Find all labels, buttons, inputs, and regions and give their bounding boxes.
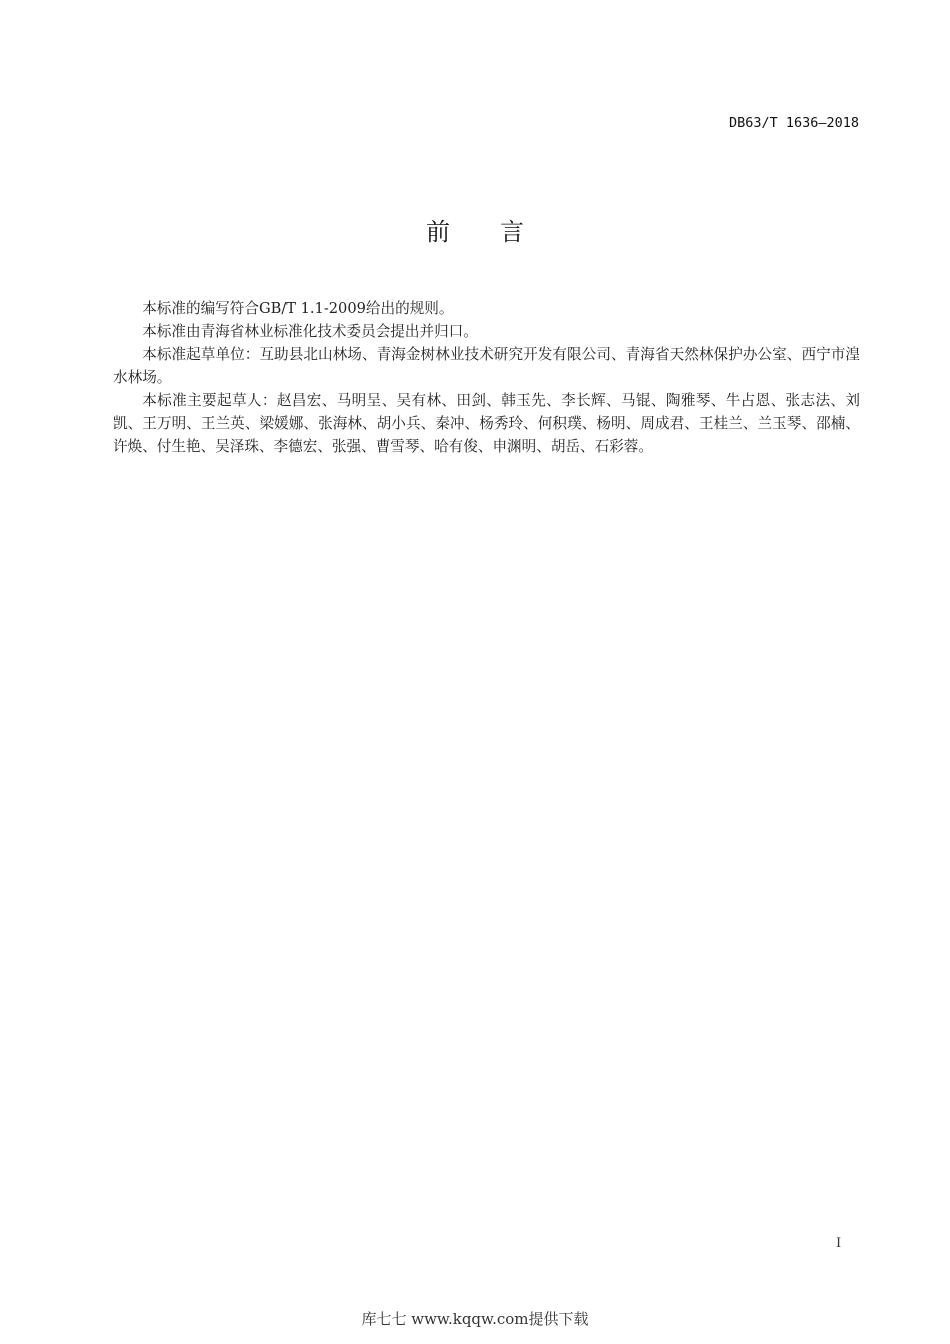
standard-code: DB63/T 1636—2018 [728,115,859,131]
foreword-body [113,297,860,458]
watermark-footer: 库七七 www.kqqw.com提供下载 [361,1310,589,1328]
paragraph-drafting-units: 本标准起草单位：互助县北山林场、青海金树林业技术研究开发有限公司、青海省天然林保护办公室、西宁市湟水林场。 [113,346,860,386]
paragraph-drafting-rules: 本标准的编写符合GB/T 1.1-2009给出的规则。 [142,300,454,317]
paragraph-drafters: 本标准主要起草人：赵昌宏、马明呈、吴有林、田剑、韩玉先、李长辉、马锟、陶雅琴、牛占恩、张志法、刘凯、王万明、王兰英、梁媛娜、张海林、胡小兵、秦冲、杨秀玲、何积璞、杨明、周成君、王桂兰、兰玉琴、邵楠、许焕、付生艳、吴泽珠、李德宏、张强、曹雪琴、哈有俊、申渊明、胡岳、石彩蓉。 [113,392,860,455]
paragraph-proposer: 本标准由青海省林业标准化技术委员会提出并归口。 [142,323,478,340]
page-title [0,212,950,247]
title-char-2: 言 [500,218,524,246]
title-char-1: 前 [426,218,450,246]
page-number: I [836,1236,842,1251]
